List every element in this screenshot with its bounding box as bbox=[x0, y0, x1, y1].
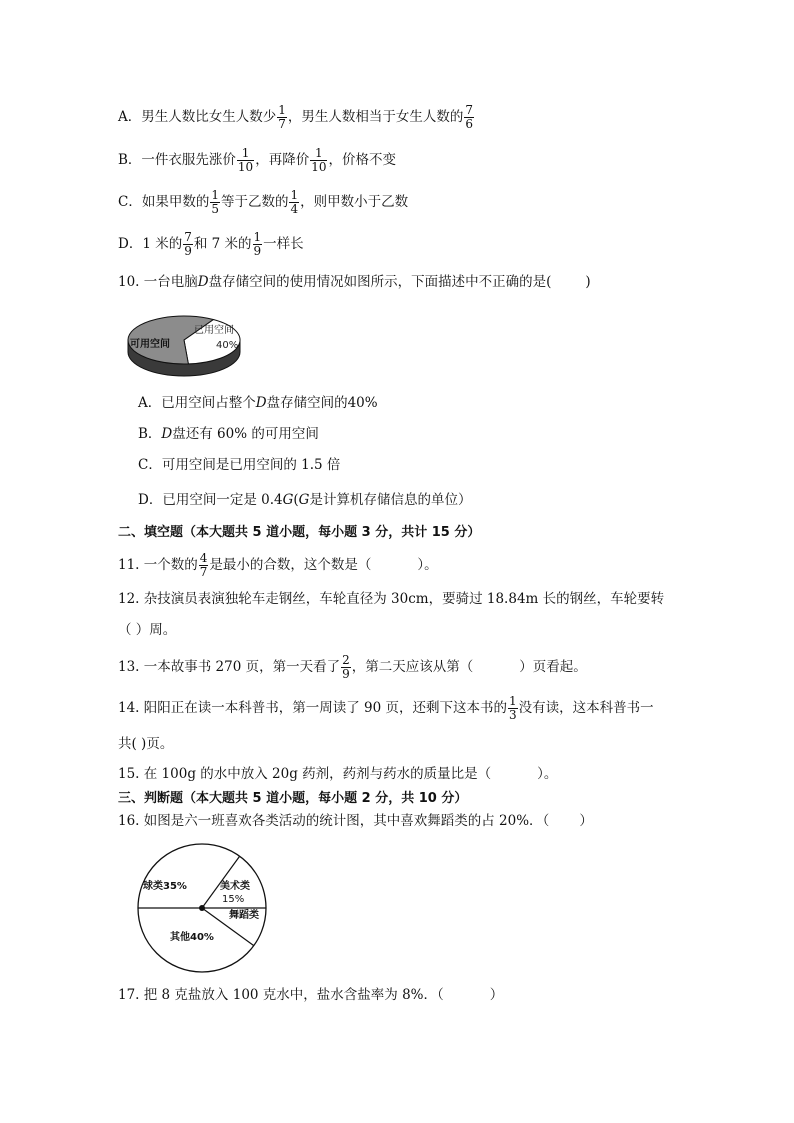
q11-text-1: 11. 一个数的 bbox=[118, 557, 198, 573]
fraction bbox=[464, 104, 474, 131]
q14-text-1: 14. 阳阳正在读一本科普书，第一周读了 90 页，还剩下这本书的 bbox=[118, 700, 508, 716]
q13-text-2: ，第二天应该从第（ bbox=[351, 659, 474, 675]
denominator: 7 bbox=[278, 117, 286, 131]
numerator: 2 bbox=[342, 653, 350, 667]
denominator: 10 bbox=[237, 160, 254, 174]
q10-stem bbox=[118, 272, 591, 292]
q16-text: 16. 如图是六一班喜欢各类活动的统计图，其中喜欢舞蹈类的占 20%．（ bbox=[118, 813, 550, 829]
fraction bbox=[237, 147, 254, 174]
fraction bbox=[289, 189, 299, 216]
numerator: 1 bbox=[278, 103, 286, 117]
numerator: 4 bbox=[199, 551, 208, 565]
q10-option-a bbox=[138, 393, 378, 413]
numerator: 7 bbox=[184, 230, 192, 244]
q14-line-1 bbox=[118, 695, 654, 722]
numerator: 1 bbox=[310, 147, 327, 161]
label-ball: 球类35% bbox=[143, 881, 187, 892]
q9-b-text-1: B．一件衣服先涨价 bbox=[118, 152, 236, 168]
q17-end: ） bbox=[489, 987, 504, 1003]
numerator: 1 bbox=[253, 230, 262, 244]
q10-option-c: C．可用空间是已用空间的 1.5 倍 bbox=[138, 457, 341, 473]
q12-line-1: 12. 杂技演员表演独轮车走钢丝，车轮直径为 30cm，要骑过 18.84m 长的钢丝，车轮要转 bbox=[118, 591, 665, 607]
fraction bbox=[253, 231, 263, 258]
section-2-heading: 二、填空题（本大题共 5 道小题，每小题 3 分，共计 15 分） bbox=[118, 525, 481, 540]
section-3-heading: 三、判断题（本大题共 5 道小题，每小题 2 分，共 10 分） bbox=[118, 791, 468, 806]
denominator: 9 bbox=[342, 667, 350, 681]
activity-pie-chart bbox=[130, 839, 280, 979]
q13-text-1: 13. 一本故事书 270 页，第一天看了 bbox=[118, 659, 341, 675]
denominator: 6 bbox=[465, 117, 474, 131]
q17 bbox=[118, 985, 503, 1005]
q10-stem-text-3: ) bbox=[585, 274, 591, 290]
q10-a-text-2: 盘存储空间的40% bbox=[266, 395, 378, 411]
fraction bbox=[341, 654, 351, 681]
q9-option-a bbox=[118, 104, 475, 131]
q17-text: 17. 把 8 克盐放入 100 克水中，盐水含盐率为 8%．（ bbox=[118, 987, 444, 1003]
q10-d-italic-g: G bbox=[282, 492, 294, 508]
q14-text-2: 没有读，这本科普书一 bbox=[518, 700, 654, 716]
label-dance: 舞蹈类 bbox=[229, 910, 259, 921]
label-other: 其他40% bbox=[170, 932, 214, 943]
label-art-pct: 15% bbox=[222, 894, 245, 905]
q10-b-italic-d: D bbox=[161, 426, 173, 442]
q9-c-text-3: ，则甲数小于乙数 bbox=[300, 194, 409, 210]
q9-c-text-2: 等于乙数的 bbox=[220, 194, 289, 210]
q9-a-text-2: ，男生人数相当于女生人数的 bbox=[287, 109, 464, 125]
numerator: 1 bbox=[290, 188, 299, 202]
numerator: 1 bbox=[509, 694, 517, 708]
label-free: 可用空间 bbox=[130, 339, 170, 350]
fraction bbox=[210, 189, 220, 216]
q9-c-text-1: C．如果甲数的 bbox=[118, 194, 210, 210]
q10-b-text-1: B． bbox=[138, 426, 162, 442]
q15 bbox=[118, 764, 557, 784]
fraction bbox=[183, 231, 193, 258]
q11-text-3: ）。 bbox=[417, 557, 438, 573]
q10-d-text-2: ( bbox=[293, 492, 299, 508]
numerator: 1 bbox=[211, 188, 219, 202]
q10-option-b bbox=[138, 424, 319, 444]
q15-text-1: 15. 在 100g 的水中放入 20g 药剂，药剂与药水的质量比是（ bbox=[118, 766, 492, 782]
q9-option-d bbox=[118, 231, 304, 258]
q16 bbox=[118, 811, 593, 831]
q9-d-text-1: D．1 米的 bbox=[118, 236, 183, 252]
fraction bbox=[508, 695, 518, 722]
q9-b-text-3: ，价格不变 bbox=[328, 152, 396, 168]
q9-d-text-2: 和 7 米的 bbox=[193, 236, 252, 252]
q10-stem-italic-d: D bbox=[197, 274, 209, 290]
q11-text-2: 是最小的合数，这个数是（ bbox=[209, 557, 372, 573]
pie-center-dot bbox=[199, 905, 205, 911]
label-used: 已用空间 bbox=[194, 325, 234, 336]
denominator: 4 bbox=[290, 202, 299, 216]
denominator: 7 bbox=[199, 565, 208, 579]
q10-d-text-3: 是计算机存储信息的单位） bbox=[309, 492, 472, 508]
q13 bbox=[118, 654, 587, 681]
numerator: 1 bbox=[237, 147, 254, 161]
q10-stem-text-2: 盘存储空间的使用情况如图所示，下面描述中不正确的是( bbox=[208, 274, 552, 290]
denominator: 5 bbox=[211, 202, 219, 216]
label-art: 美术类 bbox=[220, 881, 250, 892]
q14-line-2: 共( )页。 bbox=[118, 736, 174, 752]
label-used-pct: 40% bbox=[216, 340, 239, 351]
fraction bbox=[310, 147, 327, 174]
q9-b-text-2: ，再降价 bbox=[255, 152, 310, 168]
denominator: 9 bbox=[184, 244, 192, 258]
denominator: 9 bbox=[253, 244, 262, 258]
denominator: 10 bbox=[311, 160, 327, 174]
q9-option-c bbox=[118, 189, 408, 216]
q10-d-text-1: D．已用空间一定是 0.4 bbox=[138, 492, 283, 508]
q9-option-b bbox=[118, 147, 396, 174]
q11 bbox=[118, 552, 438, 579]
q10-b-text-2: 盘还有 60% 的可用空间 bbox=[172, 426, 319, 442]
denominator: 3 bbox=[509, 708, 517, 722]
q9-d-text-3: 一样长 bbox=[263, 236, 304, 252]
q10-stem-text-1: 10. 一台电脑 bbox=[118, 274, 198, 290]
q10-option-d bbox=[138, 490, 471, 510]
numerator: 7 bbox=[465, 103, 474, 117]
q10-d-italic-g-2: G bbox=[298, 492, 310, 508]
q12-line-2: （ ）周。 bbox=[118, 622, 177, 638]
q13-text-3: ）页看起。 bbox=[519, 659, 587, 675]
q10-a-text-1: A．已用空间占整个 bbox=[138, 395, 256, 411]
fraction bbox=[199, 552, 209, 579]
fraction bbox=[277, 104, 287, 131]
q16-end: ） bbox=[579, 813, 593, 829]
q15-text-2: ）。 bbox=[537, 766, 558, 782]
q10-a-italic-d: D bbox=[255, 395, 267, 411]
q9-a-text-1: A．男生人数比女生人数少 bbox=[118, 109, 277, 125]
disk-usage-pie-chart bbox=[122, 310, 252, 400]
